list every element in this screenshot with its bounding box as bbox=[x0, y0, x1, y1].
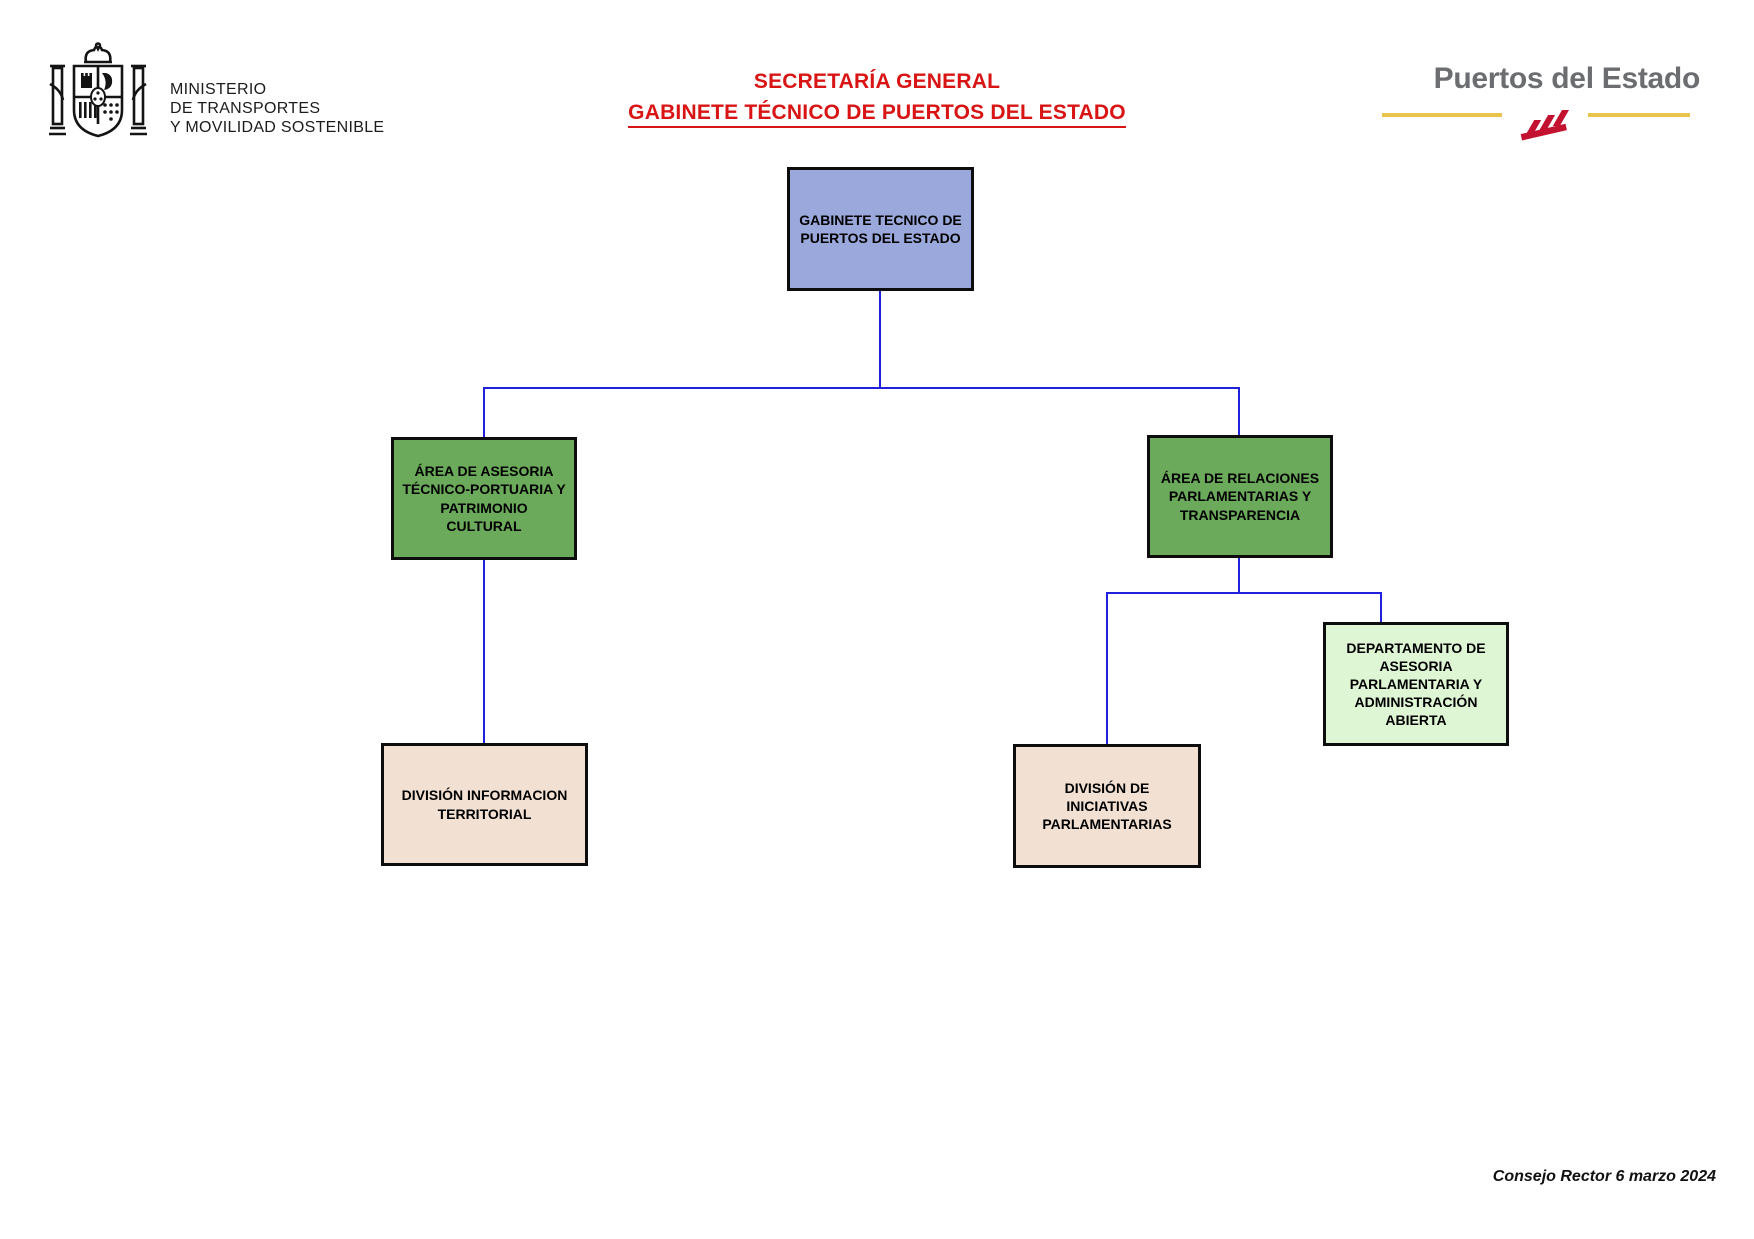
connector-to-area-relaciones bbox=[1238, 387, 1240, 436]
connector-to-division-iniciativas bbox=[1106, 592, 1108, 745]
ministry-line-2: DE TRANSPORTES bbox=[170, 100, 321, 117]
connector-to-area-asesoria bbox=[483, 387, 485, 438]
connector-subbranch-horizontal bbox=[1106, 592, 1382, 594]
title-line-1: SECRETARÍA GENERAL bbox=[753, 70, 1001, 93]
org-node-label: DEPARTAMENTO DE ASESORIA PARLAMENTARIA Y ADMINISTRACIÓN ABIERTA bbox=[1346, 639, 1486, 729]
brand-rule-right bbox=[1588, 113, 1690, 117]
connector-root-to-branch bbox=[879, 291, 881, 388]
brand-rule-left bbox=[1382, 113, 1502, 117]
org-node-area-relaciones bbox=[1147, 435, 1333, 558]
puertos-del-estado-logo-text: Puertos del Estado bbox=[1433, 62, 1700, 95]
org-node-label: ÁREA DE RELACIONES PARLAMENTARIAS Y TRANSPARENCIA bbox=[1160, 470, 1320, 523]
title-line-2: GABINETE TÉCNICO DE PUERTOS DEL ESTADO bbox=[628, 101, 1126, 128]
org-node-label: ÁREA DE ASESORIA TÉCNICO-PORTUARIA Y PATRIMONIO CULTURAL bbox=[402, 463, 566, 534]
org-node-area-asesoria bbox=[391, 437, 577, 560]
ministry-line-1: MINISTERIO bbox=[170, 81, 267, 98]
org-node-division-iniciativas bbox=[1013, 744, 1201, 868]
footer-note: Consejo Rector 6 marzo 2024 bbox=[1492, 1168, 1716, 1185]
connector-area-relaciones-down bbox=[1238, 558, 1240, 594]
ministry-line-3: Y MOVILIDAD SOSTENIBLE bbox=[170, 119, 385, 136]
org-node-label: DIVISIÓN INFORMACION TERRITORIAL bbox=[401, 787, 568, 822]
waves-icon bbox=[1496, 110, 1592, 144]
connector-branch-horizontal bbox=[483, 387, 1240, 389]
org-node-division-informacion bbox=[381, 743, 588, 866]
org-node-departamento-asesoria bbox=[1323, 622, 1509, 746]
org-node-label: GABINETE TECNICO DE PUERTOS DEL ESTADO bbox=[799, 211, 962, 246]
connector-to-departamento-asesoria bbox=[1380, 592, 1382, 623]
org-node-label: DIVISIÓN DE INICIATIVAS PARLAMENTARIAS bbox=[1042, 779, 1172, 833]
org-node-gabinete-tecnico bbox=[787, 167, 974, 291]
connector-to-division-informacion bbox=[483, 560, 485, 744]
